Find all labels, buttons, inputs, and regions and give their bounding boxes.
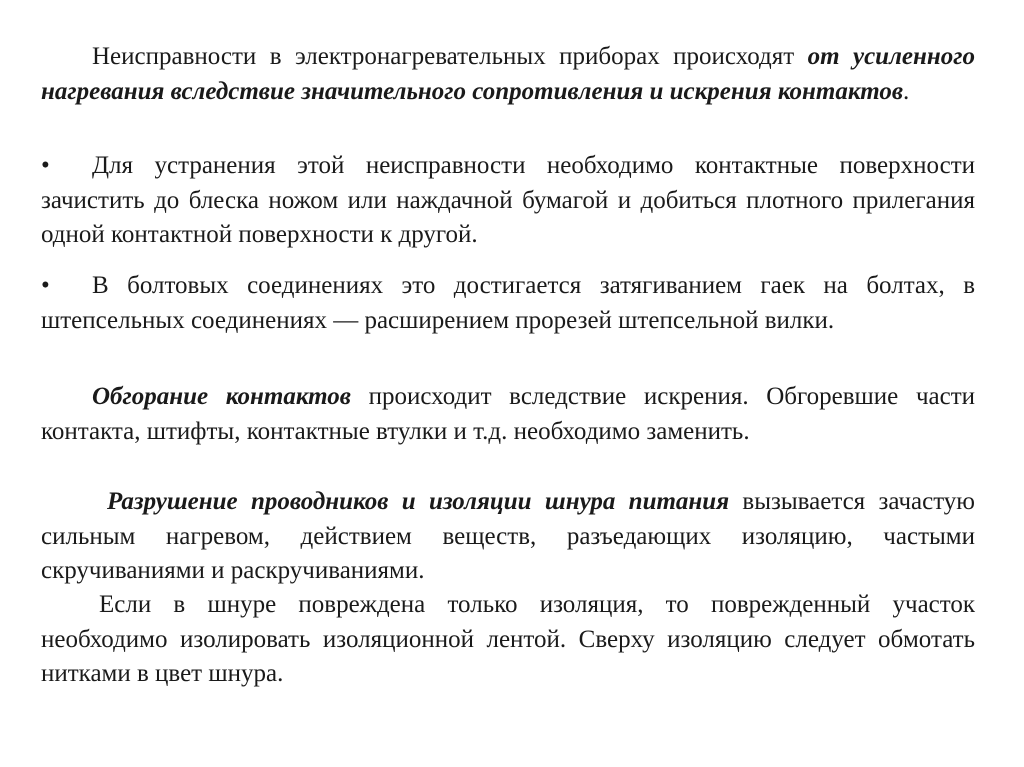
bullet-text: В болтовых соединениях это достигается затягиванием гаек на болтах, в штепсельных соединениях — расширением прорезей штепсельной вилки. (41, 272, 975, 334)
paragraph-tail-text: происходит вследствие искрения. Обгоревшие части контакта, штифты, контактные втулки и т.д. необходимо заменить. (41, 383, 976, 445)
bullet-item-cleaning (41, 149, 975, 253)
paragraph-lead-text: Неисправности в электронагревательных приборах происходят (92, 43, 808, 70)
bullet-marker: • (41, 272, 50, 299)
paragraph-tail-text: вызывается зачастую сильным нагревом, действием веществ, разъедающих изоляцию, частыми скручиваниями и раскручиваниями. (41, 488, 975, 584)
paragraph-cord-damage (41, 485, 975, 589)
paragraph-contact-burning (41, 380, 975, 449)
emphasis-text: от усиленного нагревания вследствие значительного сопротивления и искрения контактов (41, 43, 975, 105)
bullet-item-connections (41, 269, 975, 338)
paragraph-tail-text: . (903, 77, 910, 105)
paragraph-insulation-repair (41, 588, 975, 692)
emphasis-text: Разрушение проводников и изоляции шнура питания (107, 488, 730, 515)
bullet-marker: • (41, 152, 50, 179)
paragraph-text: Если в шнуре повреждена только изоляция, то поврежденный участок необходимо изолировать изоляционной лентой. Сверху изоляцию следует обмотать нитками в цвет шнура. (41, 591, 975, 687)
emphasis-text: Обгорание контактов (92, 383, 351, 410)
paragraph-faults-cause (41, 40, 975, 109)
bullet-text: Для устранения этой неисправности необходимо контактные поверхности зачистить до блеска ножом или наждачной бумагой и добиться плотного прилегания одной контактной поверхности к другой. (41, 152, 975, 248)
